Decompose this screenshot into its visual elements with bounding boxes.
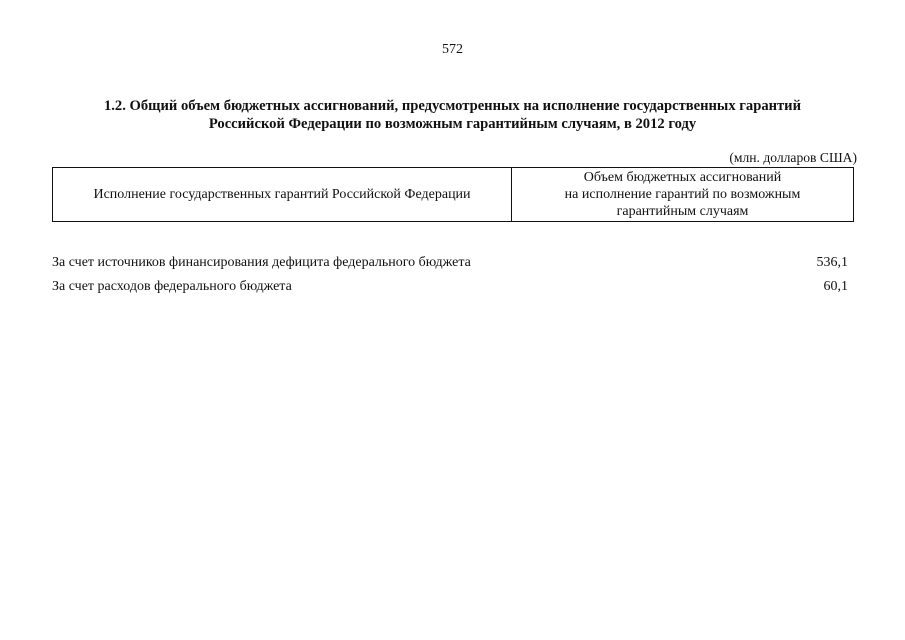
table-header-allocations-line-2: на исполнение гарантий по возможным	[564, 187, 801, 202]
row-label: За счет источников финансирования дефицита федерального бюджета	[52, 255, 471, 270]
row-value: 60,1	[823, 279, 848, 294]
row-label: За счет расходов федерального бюджета	[52, 279, 292, 294]
table-header-allocations	[512, 168, 853, 221]
section-title-line-2: Российской Федерации по возможным гарантийным случаям, в 2012 году	[208, 116, 697, 132]
units-label: (млн. долларов США)	[729, 150, 857, 165]
table-header-allocations-line-1: Объем бюджетных ассигнований	[583, 170, 782, 185]
section-title	[40, 97, 865, 133]
table-row	[52, 254, 848, 271]
table-header-guarantees: Исполнение государственных гарантий Российской Федерации	[53, 168, 512, 221]
page-number: 572	[442, 42, 463, 57]
section-title-line-1: 1.2. Общий объем бюджетных ассигнований, предусмотренных на исполнение государственных гарантий	[103, 98, 802, 114]
table-header	[52, 167, 854, 222]
row-value: 536,1	[816, 255, 848, 270]
table-header-allocations-line-3: гарантийным случаям	[616, 204, 749, 219]
table-row	[52, 278, 848, 295]
table-body	[52, 254, 848, 302]
